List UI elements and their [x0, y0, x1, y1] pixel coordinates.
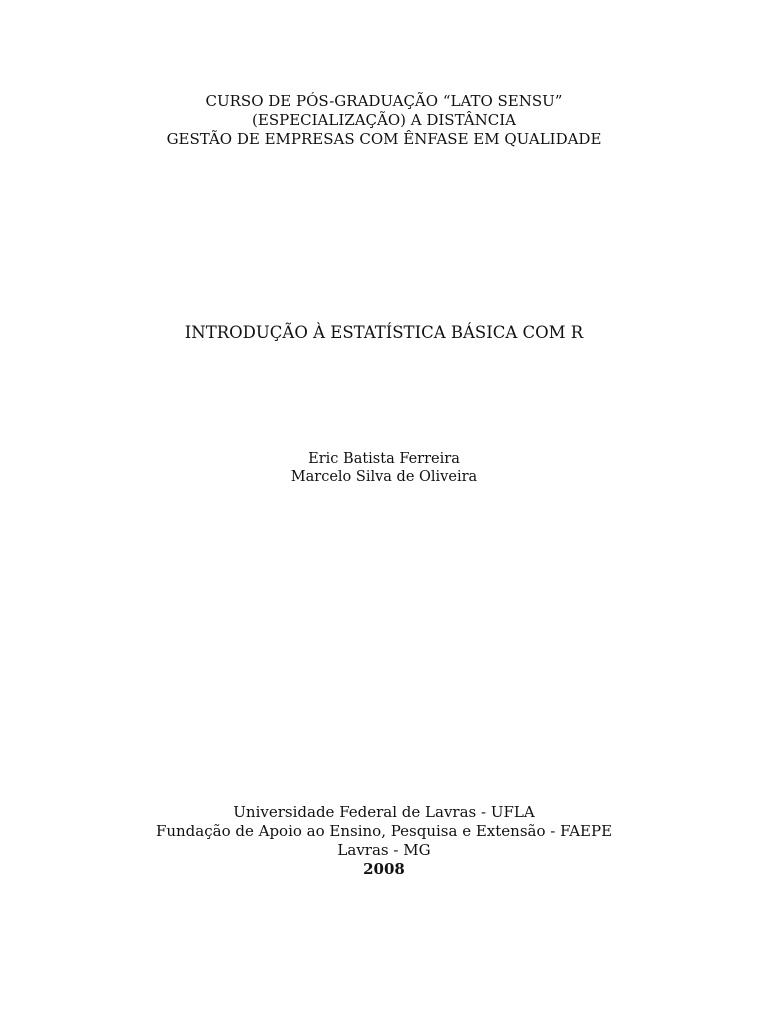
publication-info [0, 803, 768, 879]
foundation-name: Fundação de Apoio ao Ensino, Pesquisa e Extensão - FAEPE [155, 822, 613, 840]
course-header [0, 92, 768, 149]
course-line-1: CURSO DE PÓS-GRADUAÇÃO “LATO SENSU” [205, 92, 563, 110]
course-line-2: (ESPECIALIZAÇÃO) A DISTÂNCIA [252, 111, 516, 129]
author-name: Marcelo Silva de Oliveira [290, 469, 478, 485]
publication-location: Lavras - MG [337, 841, 431, 859]
course-line-3: GESTÃO DE EMPRESAS COM ÊNFASE EM QUALIDADE [166, 130, 602, 148]
document-title: INTRODUÇÃO À ESTATÍSTICA BÁSICA COM R [184, 323, 584, 342]
publication-year: 2008 [363, 860, 405, 878]
institution-name: Universidade Federal de Lavras - UFLA [233, 803, 535, 821]
authors-block [0, 450, 768, 486]
author-name: Eric Batista Ferreira [308, 451, 460, 467]
document-title-block [0, 322, 768, 344]
